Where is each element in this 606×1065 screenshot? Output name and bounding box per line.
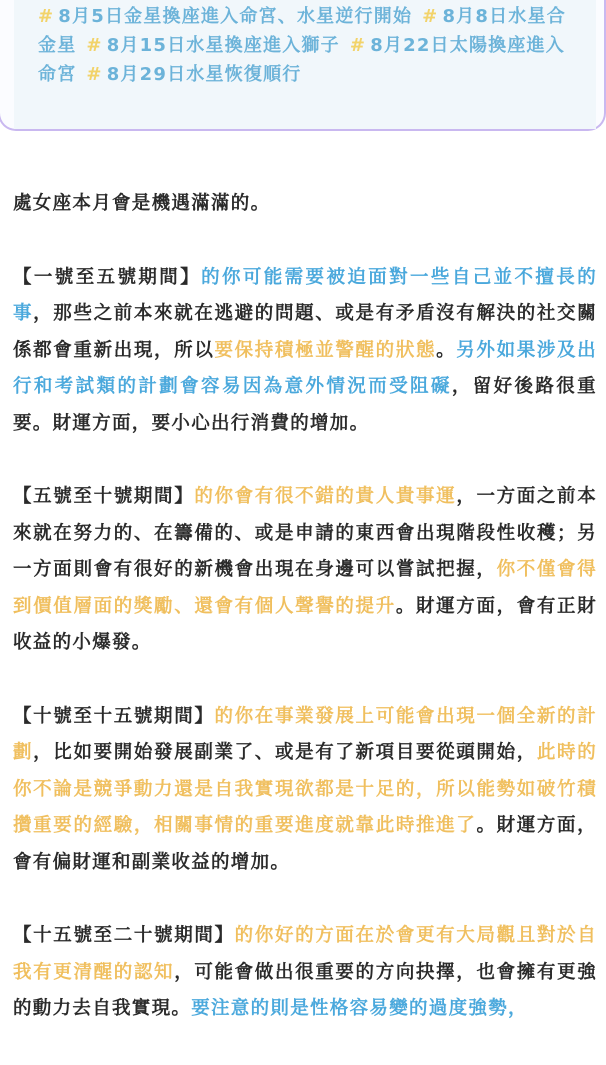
- section-paragraph: [13, 260, 597, 443]
- body-text: ，那些之前本來就在逃避的問題、或是有矛盾沒有解決的社交關係都會重新出現，所以: [13, 303, 597, 361]
- highlight-text: 的你可能需要被迫面對一些自己並不擅長的事: [13, 266, 598, 324]
- section-heading: 【十五號至二十號期間】: [13, 925, 235, 946]
- tag-hash-icon: #: [86, 64, 103, 85]
- section-paragraph: [13, 479, 597, 662]
- highlight-text: 你不僅會得到價值層面的獎勵、還會有個人聲譽的提升: [13, 559, 597, 617]
- hashtag-link[interactable]: 8月15日水星換座進入獅子: [106, 35, 340, 56]
- tag-hash-icon: #: [422, 6, 439, 27]
- section-heading: 【五號至十號期間】: [13, 486, 195, 507]
- highlight-text: 的你好的方面在於會更有大局觀且對於自我有更清醒的認知: [13, 925, 597, 983]
- highlight-text: 此時的你不論是競爭動力還是自我實現欲都是十足的，所以能勢如破竹積攢重要的經驗，相關事情的重要進度就靠此時推進了: [13, 742, 597, 836]
- hashtag-link[interactable]: 8月5日金星換座進入命宮、水星逆行開始: [58, 6, 413, 27]
- tag-hash-icon: #: [349, 35, 367, 56]
- highlight-text: 要注意的則是性格容易變的過度強勢，: [191, 998, 528, 1019]
- hashtag-link[interactable]: 8月8日水星合金星: [38, 6, 566, 56]
- hashtag-link[interactable]: 8月22日太陽換座進入命宮: [38, 35, 565, 85]
- tag-hash-icon: #: [38, 6, 55, 27]
- section-heading: 【一號至五號期間】: [13, 266, 202, 288]
- section-list: [13, 260, 597, 1028]
- article-body: [13, 186, 597, 1065]
- body-text: ，比如要開始發展副業了、或是有了新項目要從頭開始，: [33, 742, 537, 763]
- highlight-text: 另外如果涉及出行和考試類的計劃會容易因為意外情況而受阻礙: [13, 339, 597, 397]
- tag-hash-icon: #: [86, 35, 103, 56]
- section-paragraph: [13, 699, 597, 882]
- body-text: 。財運方面，會有正財收益的小爆發。: [13, 595, 597, 653]
- highlight-text: 的你會有很不錯的貴人貴事運: [194, 486, 457, 507]
- hashtag-link[interactable]: 8月29日水星恢復順行: [106, 64, 302, 85]
- highlight-text: 的你在事業發展上可能會出現一個全新的計劃: [13, 705, 597, 763]
- intro-paragraph: 處女座本月會是機遇滿滿的。: [13, 193, 271, 214]
- body-text: 。財運方面，會有偏財運和副業收益的增加。: [13, 815, 597, 873]
- section-paragraph: [13, 918, 597, 1028]
- body-text: ，可能會做出很重要的方向抉擇，也會擁有更強的動力去自我實現。: [13, 961, 597, 1019]
- tags-card: [0, 0, 606, 131]
- section-heading: 【十號至十五號期間】: [13, 705, 215, 727]
- body-text: ，一方面之前本來就在努力的、在籌備的、或是申請的東西會出現階段性收穫；另一方面則會有很好的新機會出現在身邊可以嘗試把握，: [13, 486, 598, 580]
- body-text: ，留好後路很重要。財運方面，要小心出行消費的增加。: [13, 376, 597, 434]
- tag-list: [38, 2, 568, 89]
- highlight-text: 要保持積極並警醒的狀態: [214, 339, 437, 361]
- body-text: 。: [436, 339, 457, 361]
